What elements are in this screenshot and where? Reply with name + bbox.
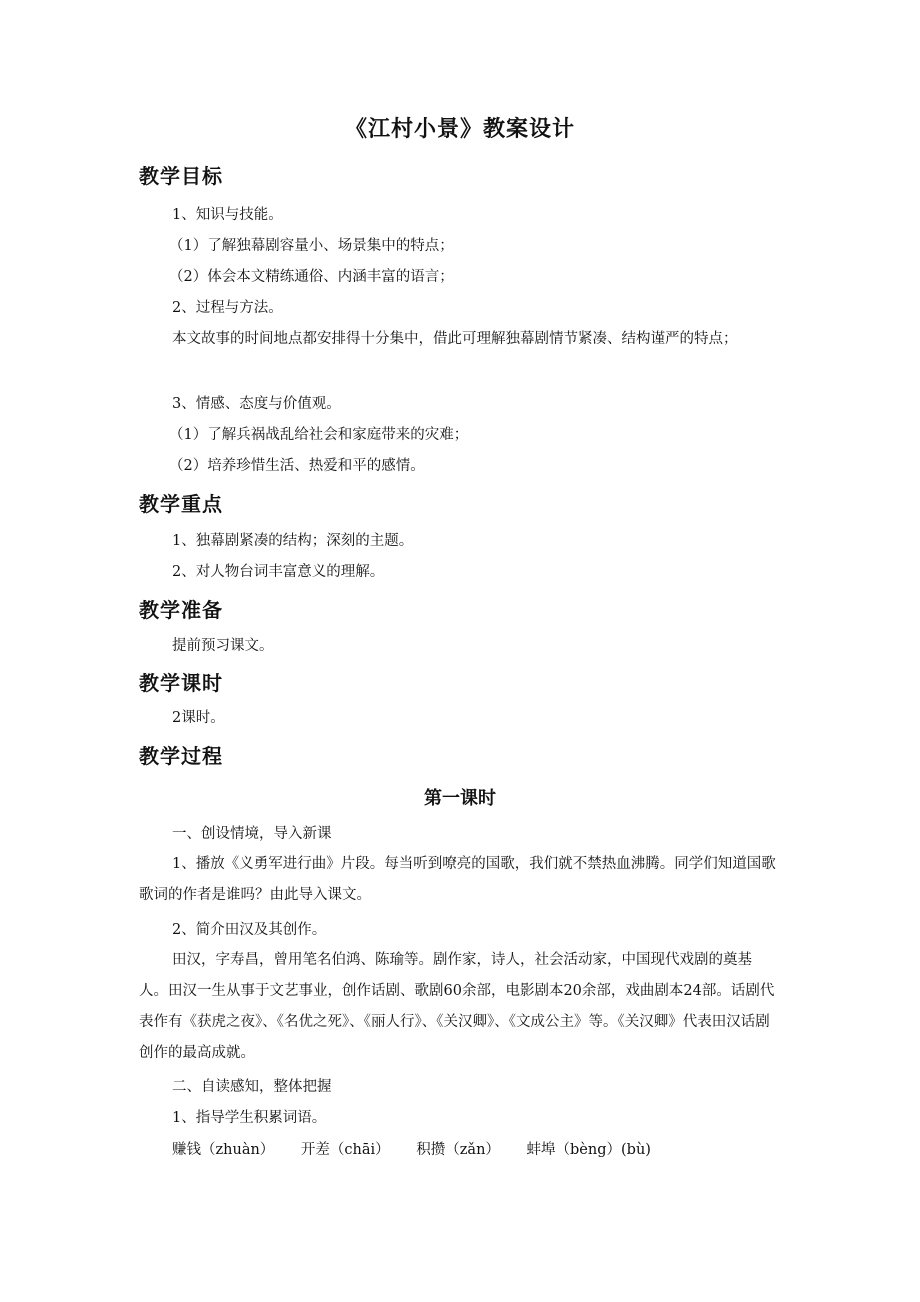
goal-line: 2、过程与方法。: [172, 300, 283, 316]
goal-line: 1、知识与技能。: [172, 207, 283, 223]
vocab-item: 积攒（zǎn）: [416, 1142, 500, 1158]
process-line: 1、指导学生积累词语。: [172, 1110, 327, 1126]
goal-paragraph: 本文故事的时间地点都安排得十分集中，借此可理解独幕剧情节紧凑、结构谨严的特点；: [172, 331, 738, 347]
document-title: 《江村小景》教案设计: [344, 117, 575, 142]
goal-line: 3、情感、态度与价值观。: [172, 396, 341, 412]
vocab-item: 蚌埠（bèng）(bù): [526, 1142, 651, 1158]
process-paragraph: 田汉，字寿昌，曾用笔名伯鸿、陈瑜等。剧作家，诗人，社会活动家，中国现代戏剧的奠基人。田汉一生从事于文艺事业，创作话剧、歌剧60余部，电影剧本20余部，戏曲剧本24部。话剧代表作有《获虎之夜》、《名优之死》、《丽人行》、《关汉卿》、《文成公主》等。《关汉卿》代表田汉话剧创作的最高成就。: [139, 952, 775, 1061]
vocab-item: 赚钱（zhuàn）: [172, 1142, 275, 1158]
process-line: 一、创设情境，导入新课: [172, 826, 332, 842]
heading-teaching-hours: 教学课时: [139, 671, 223, 695]
goal-line: （1）了解兵祸战乱给社会和家庭带来的灾难；: [169, 427, 469, 443]
focus-line: 2、对人物台词丰富意义的理解。: [172, 564, 385, 580]
process-paragraph: 1、播放《义勇军进行曲》片段。每当听到嘹亮的国歌，我们就不禁热血沸腾。同学们知道国歌歌词的作者是谁吗？由此导入课文。: [139, 856, 776, 903]
heading-teaching-prep: 教学准备: [139, 598, 223, 622]
vocab-item: 开差（chāi）: [300, 1142, 390, 1158]
heading-teaching-process: 教学过程: [139, 744, 223, 768]
heading-teaching-goals: 教学目标: [139, 164, 223, 188]
goal-line: （2）培养珍惜生活、热爱和平的感情。: [169, 458, 425, 474]
vocab-list: [172, 1140, 673, 1160]
goal-line: （1）了解独幕剧容量小、场景集中的特点；: [169, 238, 454, 254]
prep-line: 提前预习课文。: [172, 638, 274, 654]
lesson-title: 第一课时: [424, 788, 496, 809]
hours-line: 2课时。: [172, 710, 225, 726]
process-line: 二、自读感知，整体把握: [172, 1079, 332, 1095]
process-line: 2、简介田汉及其创作。: [172, 922, 327, 938]
heading-teaching-focus: 教学重点: [139, 492, 223, 516]
goal-line: （2）体会本文精练通俗、内涵丰富的语言；: [169, 269, 454, 285]
focus-line: 1、独幕剧紧凑的结构；深刻的主题。: [172, 533, 414, 549]
